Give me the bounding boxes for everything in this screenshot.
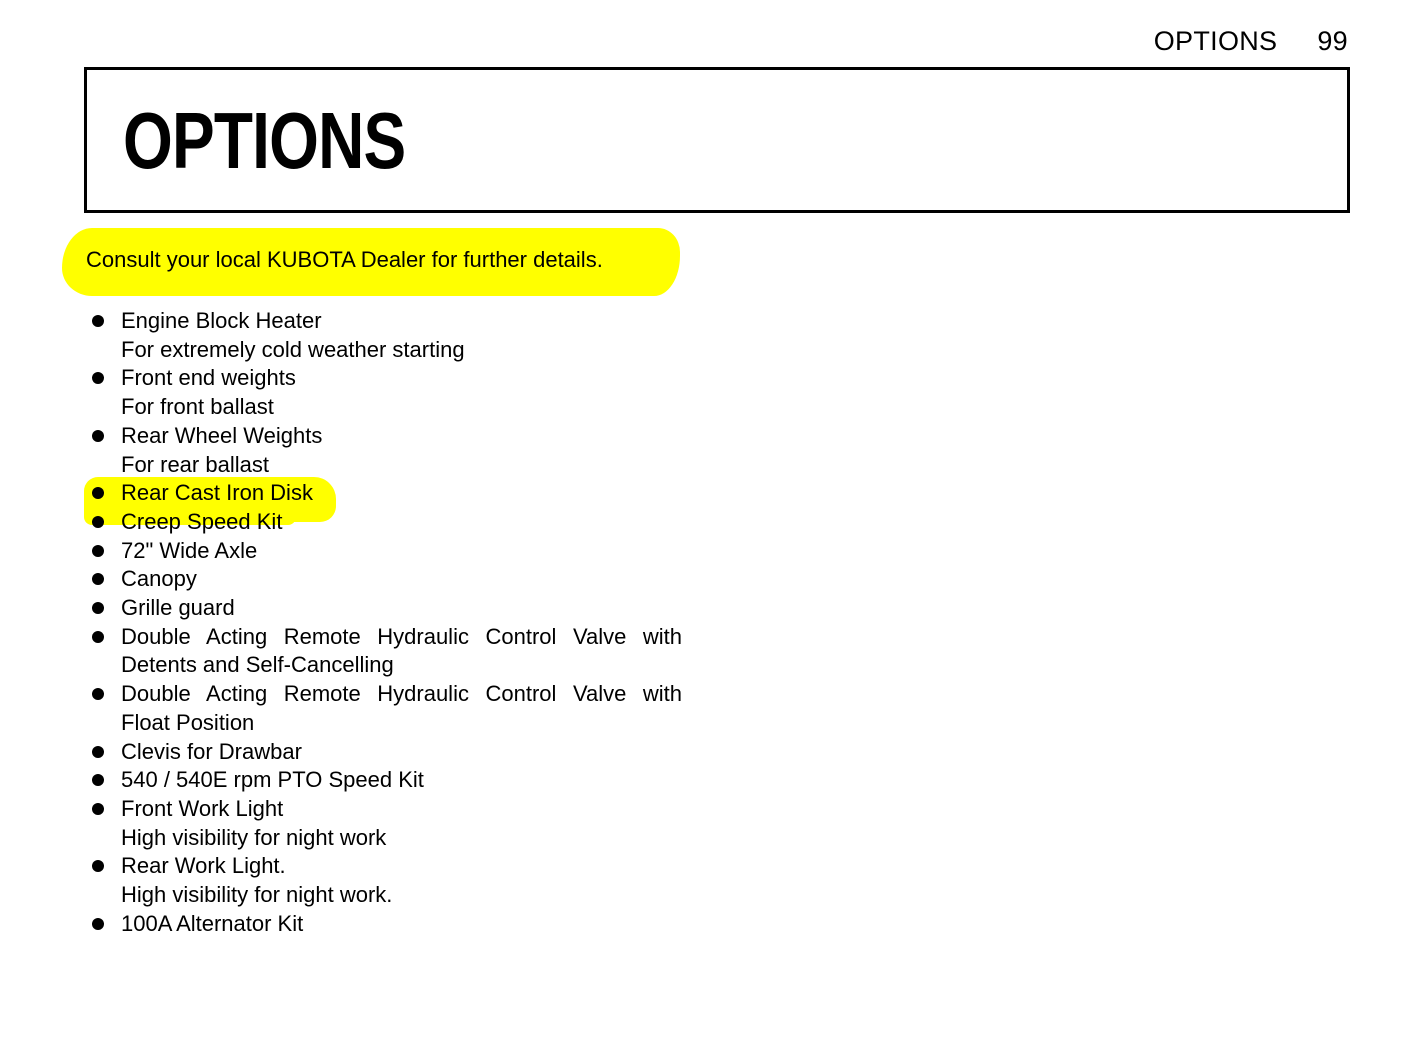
option-name: Double Acting Remote Hydraulic Control Valve with	[121, 681, 682, 707]
option-name: Double Acting Remote Hydraulic Control Valve with	[121, 623, 682, 649]
option-name: Rear Work Light.	[121, 853, 286, 879]
list-item	[88, 623, 682, 680]
option-detail: Detents and Self-Cancelling	[121, 652, 394, 678]
list-item	[88, 680, 682, 737]
option-name: Grille guard	[121, 595, 235, 621]
list-item	[88, 479, 682, 508]
list-item	[88, 910, 682, 939]
option-name: 100A Alternator Kit	[121, 910, 304, 936]
page-number: 99	[1317, 26, 1348, 56]
options-list	[88, 307, 682, 938]
list-item	[88, 766, 682, 795]
option-name: 72" Wide Axle	[121, 537, 258, 563]
option-detail: For extremely cold weather starting	[121, 336, 465, 362]
list-item	[88, 537, 682, 566]
list-item	[88, 565, 682, 594]
list-item	[88, 594, 682, 623]
list-item	[88, 364, 682, 421]
list-item	[88, 738, 682, 767]
option-detail: For rear ballast	[121, 451, 269, 477]
option-name: 540 / 540E rpm PTO Speed Kit	[121, 767, 424, 793]
list-item	[88, 508, 682, 537]
option-name: Rear Wheel Weights	[121, 422, 323, 448]
list-item	[88, 852, 682, 909]
page-title: OPTIONS	[123, 96, 406, 185]
list-item	[88, 422, 682, 479]
option-name: Front end weights	[121, 365, 296, 391]
option-detail: High visibility for night work.	[121, 882, 393, 908]
option-detail: For front ballast	[121, 394, 274, 420]
option-name: Clevis for Drawbar	[121, 738, 302, 764]
list-item	[88, 795, 682, 852]
option-name: Creep Speed Kit	[121, 508, 283, 534]
option-name: Engine Block Heater	[121, 308, 322, 333]
option-detail: High visibility for night work	[121, 824, 387, 850]
running-header-section: OPTIONS	[1153, 26, 1278, 56]
list-item	[88, 307, 682, 364]
title-box	[84, 67, 1350, 213]
running-header	[1154, 26, 1348, 57]
option-name: Canopy	[121, 566, 197, 592]
option-name: Rear Cast Iron Disk	[121, 480, 313, 506]
option-detail: Float Position	[121, 709, 255, 735]
option-name: Front Work Light	[121, 795, 284, 821]
intro-text: Consult your local KUBOTA Dealer for further details.	[86, 247, 603, 272]
